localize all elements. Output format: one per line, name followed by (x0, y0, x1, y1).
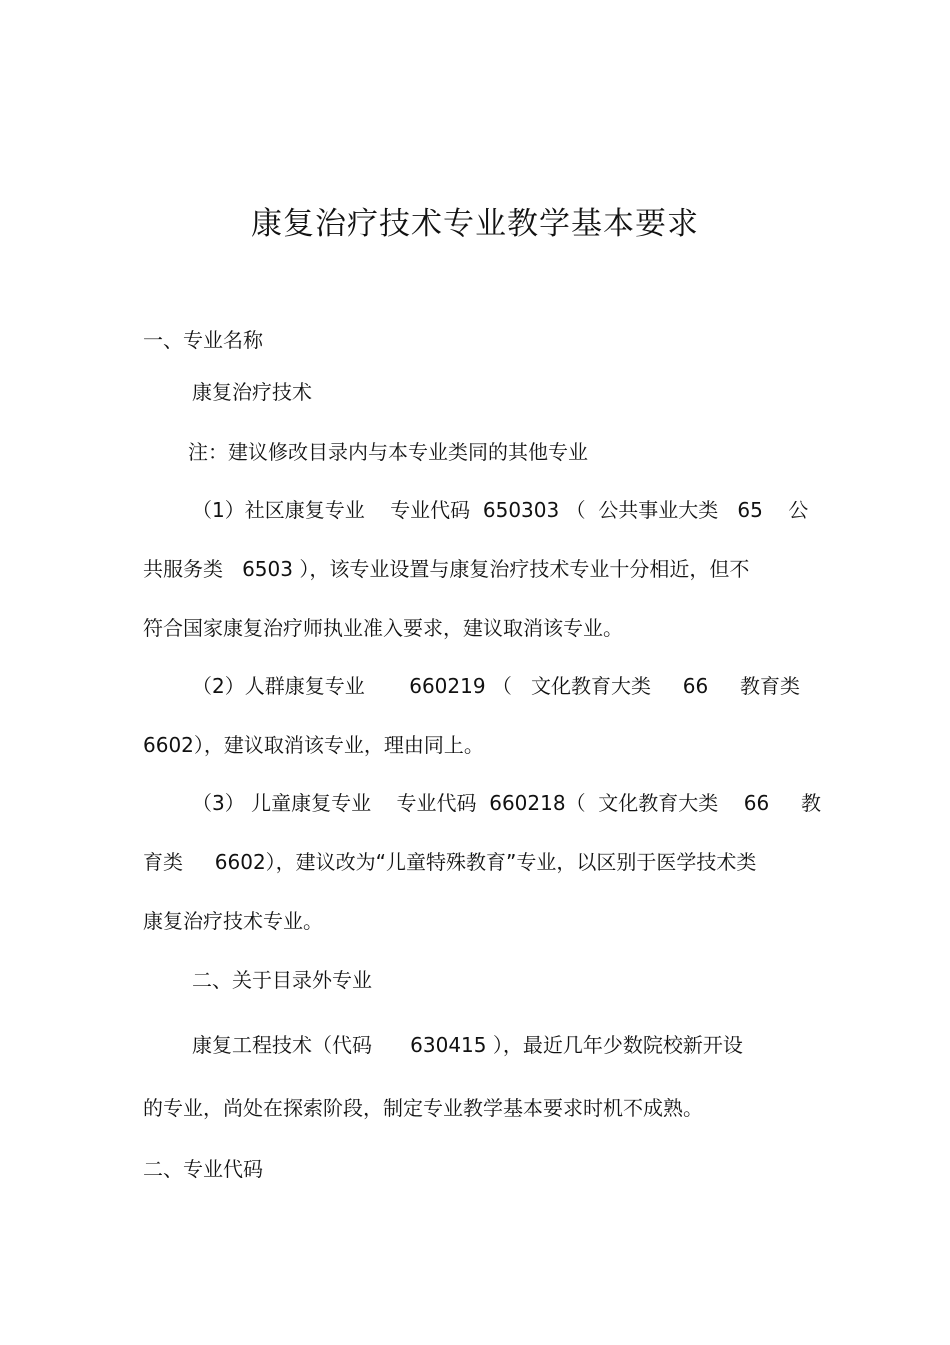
note-line: 注：建议修改目录内与本专业类同的其他专业 (188, 440, 588, 464)
paragraph-3-line-1: （3） 儿童康复专业 专业代码 660218（ 文化教育大类 66 教 (192, 791, 821, 815)
major-name: 康复治疗技术 (192, 380, 312, 404)
paragraph-1-line-2: 共服务类 6503 ），该专业设置与康复治疗技术专业十分相近，但不 (143, 557, 750, 581)
paragraph-3-line-3: 康复治疗技术专业。 (143, 909, 323, 933)
paragraph-4-line-1: 康复工程技术（代码 630415 ），最近几年少数院校新开设 (192, 1033, 743, 1057)
paragraph-3-line-2: 育类 6602），建议改为“儿童特殊教育”专业，以区别于医学技术类 (143, 850, 757, 874)
paragraph-2-line-1: （2）人群康复专业 660219 （ 文化教育大类 66 教育类 (192, 674, 801, 698)
paragraph-2-line-2: 6602），建议取消该专业，理由同上。 (143, 733, 484, 757)
section-heading-major-name: 一、专业名称 (143, 328, 263, 352)
document-title: 康复治疗技术专业教学基本要求 (251, 206, 699, 242)
section-heading-major-code: 二、专业代码 (143, 1157, 263, 1181)
paragraph-4-line-2: 的专业，尚处在探索阶段，制定专业教学基本要求时机不成熟。 (143, 1096, 703, 1120)
section-heading-outside-catalog: 二、关于目录外专业 (192, 968, 372, 992)
paragraph-1-line-1: （1）社区康复专业 专业代码 650303 （ 公共事业大类 65 公 (192, 498, 809, 522)
paragraph-1-line-3: 符合国家康复治疗师执业准入要求，建议取消该专业。 (143, 616, 623, 640)
